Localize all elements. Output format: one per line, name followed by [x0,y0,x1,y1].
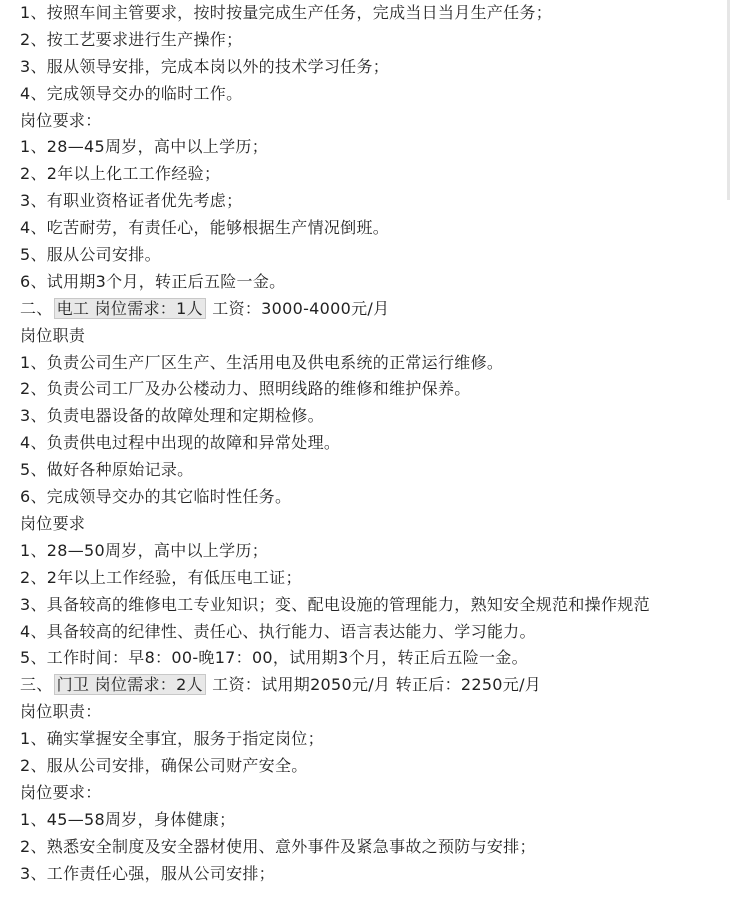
text-line: 1、负责公司生产厂区生产、生活用电及供电系统的正常运行维修。 [20,352,504,372]
text-line: 2、按工艺要求进行生产操作； [20,29,243,49]
text-line: 2、熟悉安全制度及安全器材使用、意外事件及紧急事故之预防与安排； [20,836,536,856]
text-line: 4、吃苦耐劳，有责任心，能够根据生产情况倒班。 [20,218,390,238]
text-line: 3、具备较高的维修电工专业知识；变、配电设施的管理能力，熟知安全规范和操作规范 [20,594,650,614]
highlighted-position-title: 门卫 岗位需求：2人 [54,674,206,695]
text-line: 3、服从领导安排，完成本岗以外的技术学习任务； [20,56,390,76]
text-line: 2、2年以上化工工作经验； [20,164,221,184]
text-line: 岗位要求： [20,110,102,130]
salary-text: 工资：3000-4000元/月 [206,298,390,318]
text-line: 1、28—50周岁，高中以上学历； [20,540,268,560]
text-line: 2、服从公司安排，确保公司财产安全。 [20,755,308,775]
section-number: 三、 [20,675,53,695]
text-line: 3、有职业资格证者优先考虑； [20,191,243,211]
text-line: 1、45—58周岁，身体健康； [20,809,236,829]
text-line: 3、工作责任心强，服从公司安排； [20,863,275,883]
text-line: 1、按照车间主管要求，按时按量完成生产任务，完成当日当月生产任务； [20,3,553,22]
text-line: 5、服从公司安排。 [20,245,161,265]
text-line: 2、2年以上工作经验，有低压电工证； [20,567,302,587]
text-line: 4、负责供电过程中出现的故障和异常处理。 [20,433,341,453]
text-line: 5、工作时间：早8：00-晚17：00，试用期3个月，转正后五险一金。 [20,648,528,668]
highlighted-position-title: 电工 岗位需求：1人 [54,298,206,319]
text-line: 1、确实掌握安全事宜，服务于指定岗位； [20,729,324,749]
text-line: 6、完成领导交办的其它临时性任务。 [20,487,292,507]
text-line: 4、完成领导交办的临时工作。 [20,83,243,103]
section-number: 二、 [20,298,53,318]
text-line: 6、试用期3个月，转正后五险一金。 [20,271,286,291]
text-line: 岗位职责： [20,702,102,722]
text-line: 3、负责电器设备的故障处理和定期检修。 [20,406,324,426]
text-line: 1、28—45周岁，高中以上学历； [20,137,268,157]
section-heading [20,672,730,699]
text-line: 4、具备较高的纪律性、责任心、执行能力、语言表达能力、学习能力。 [20,621,536,641]
text-line: 岗位要求 [20,513,86,533]
text-line: 5、做好各种原始记录。 [20,460,194,480]
salary-text: 工资：试用期2050元/月 转正后：2250元/月 [206,675,542,695]
text-line: 2、负责公司工厂及办公楼动力、照明线路的维修和维护保养。 [20,379,471,399]
text-line: 岗位要求： [20,782,102,802]
section-heading [20,296,730,323]
text-line: 岗位职责 [20,325,86,345]
